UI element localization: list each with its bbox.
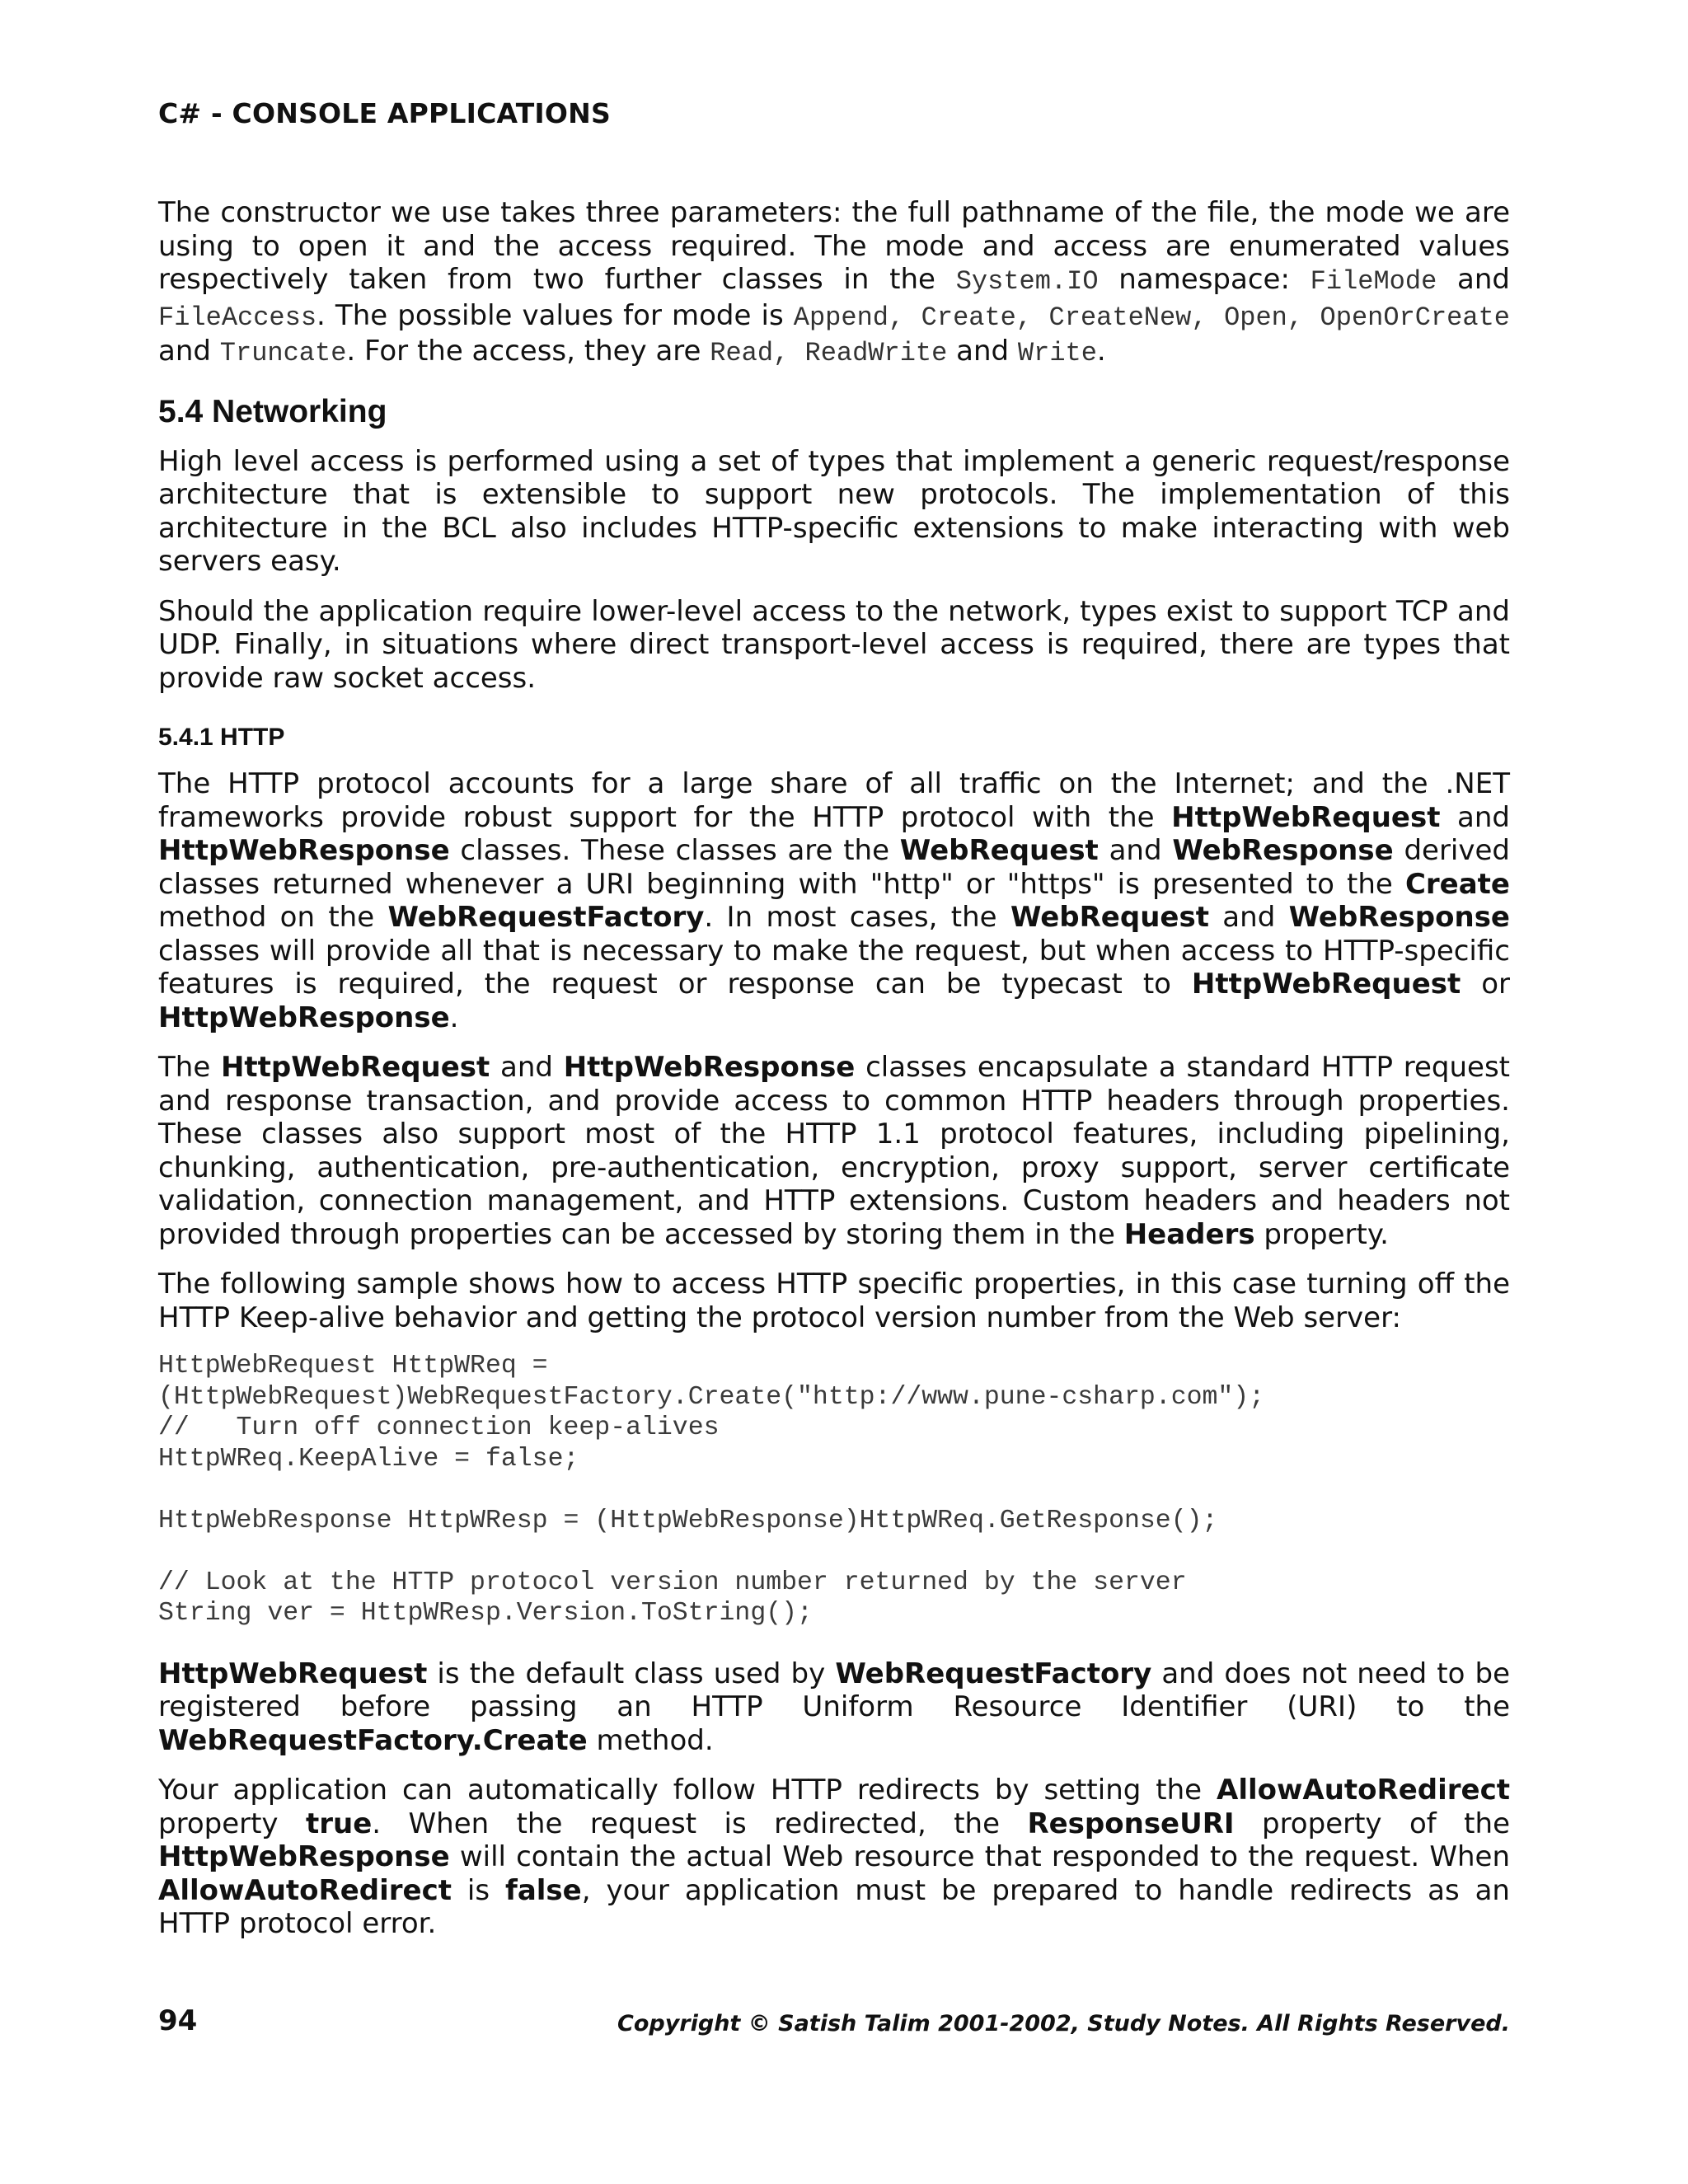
http-paragraph-4: HttpWebRequest is the default class used by WebRequestFactory and does not need to be registered before passing an HTTP Uniform Resource Identifier (URI) to the WebRequestFactory.Create method. [158,1657,1510,1757]
http-paragraph-2: The HttpWebRequest and HttpWebResponse classes encapsulate a standard HTTP request and response transaction, and provide access to common HTTP headers through properties. These classes also support most of the HTTP 1.1 protocol features, including pipelining, chunking, authentication, pre-authentication, encryption, proxy support, server certificate validation, connection management, and HTTP extensions. Custom headers and headers not provided through properties can be accessed by storing them in the Headers property. [158,1051,1510,1251]
subsection-heading: 5.4.1 HTTP [158,724,285,751]
intro-paragraph: The constructor we use takes three parameters: the full pathname of the file, the mode we are using to open it and the access required. The mode and access are enumerated values respectively taken from two further classes in the System.IO namespace: FileMode and FileAccess. The possible values for mode is Append, Create, CreateNew, Open, OpenOrCreate and Truncate. For the access, they are Read, ReadWrite and Write. [158,196,1510,368]
copyright-notice: Copyright © Satish Talim 2001-2002, Study Notes. All Rights Reserved. [617,2011,1510,2036]
http-paragraph-5: Your application can automatically follow HTTP redirects by setting the AllowAutoRedirect property true. When the request is redirected, the ResponseURI property of the HttpWebResponse will contain the actual Web resource that responded to the request. When AllowAutoRedirect is false, your application must be prepared to handle redirects as an HTTP protocol error. [158,1774,1510,1940]
page-footer [158,2004,1510,2046]
http-paragraph-1: The HTTP protocol accounts for a large share of all traffic on the Internet; and the .NET frameworks provide robust support for the HTTP protocol with the HttpWebRequest and HttpWebResponse classes. These classes are the WebRequest and WebResponse derived classes returned whenever a URI beginning with "http" or "https" is presented to the Create method on the WebRequestFactory. In most cases, the WebRequest and WebResponse classes will provide all that is necessary to make the request, but when access to HTTP-specific features is required, the request or response can be typecast to HttpWebRequest or HttpWebResponse. [158,767,1510,1034]
http-paragraph-3: The following sample shows how to access HTTP specific properties, in this case turning off the HTTP Keep-alive behavior and getting the protocol version number from the Web server: [158,1268,1510,1334]
code-sample: HttpWebRequest HttpWReq = (HttpWebRequest)WebRequestFactory.Create("http://www.pune-csharp.com"); // Turn off connection keep-alives HttpWReq.KeepAlive = false; HttpWebResponse HttpWResp = (HttpWebResponse)HttpWReq.GetResponse(); // Look at the HTTP protocol version number returned by the server String ver = HttpWResp.Version.ToString(); [158,1352,1265,1628]
running-header: C# - CONSOLE APPLICATIONS [158,97,611,129]
page-number: 94 [158,2004,198,2037]
document-page [158,0,1510,2184]
networking-paragraph-1: High level access is performed using a set of types that implement a generic request/response architecture that is extensible to support new protocols. The implementation of this architecture in the BCL also includes HTTP-specific extensions to make interacting with web servers easy. [158,444,1510,578]
section-heading: 5.4 Networking [158,393,387,429]
page-content [158,196,1510,1957]
networking-paragraph-2: Should the application require lower-level access to the network, types exist to support TCP and UDP. Finally, in situations where direct transport-level access is required, there are types that provide raw socket access. [158,594,1510,695]
